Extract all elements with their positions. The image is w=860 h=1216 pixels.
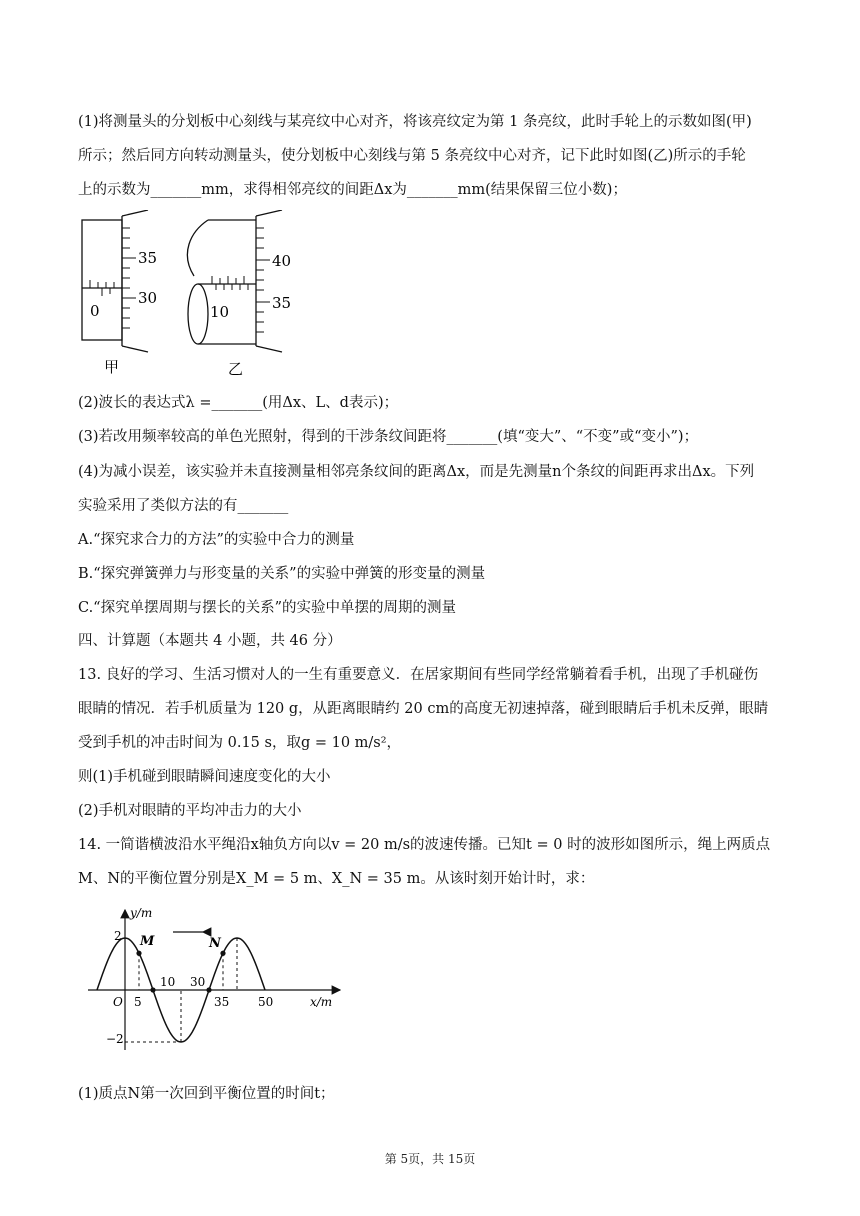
- q13-line2: 眼睛的情况．若手机质量为 120 g，从距离眼睛约 20 cm的高度无初速掉落，碰到眼睛后手机未反弹，眼睛: [78, 701, 769, 717]
- jia-label-35: 35: [138, 249, 158, 267]
- q12-part1-line1: (1)将测量头的分划板中心刻线与某亮纹中心对齐，将该亮纹定为第 1 条亮纹，此时手轮上的示数如图(甲): [78, 114, 752, 130]
- jia-label-0: 0: [90, 302, 100, 320]
- x-axis-label: x/m: [310, 995, 333, 1009]
- yi-caption: 乙: [228, 360, 244, 378]
- q12-part1-line3: 上的示数为_______mm，求得相邻亮纹的间距Δx为_______mm(结果保留三位小数)；: [78, 182, 627, 198]
- tick-label-5: 5: [134, 995, 142, 1009]
- section-heading: 四、计算题（本题共 4 小题，共 46 分）: [78, 633, 342, 649]
- q13-line3: 受到手机的冲击时间为 0.15 s，取g = 10 m/s²，: [78, 735, 402, 751]
- jia-label-30: 30: [138, 289, 158, 307]
- micrometer-jia: [82, 210, 148, 352]
- point-x30: [206, 987, 211, 992]
- q14-line3: (1)质点N第一次回到平衡位置的时间t；: [78, 1086, 335, 1102]
- tick-label-50: 50: [258, 995, 274, 1009]
- point-label-m: M: [140, 934, 155, 949]
- yi-main-scale-ticks: [212, 276, 248, 290]
- tick-label-neg2: −2: [106, 1032, 124, 1046]
- tick-label-10: 10: [160, 975, 176, 989]
- point-x10: [150, 987, 155, 992]
- q14-line1: 14. 一简谐横波沿水平绳沿x轴负方向以v = 20 m/s的波速传播。已知t = 0 时的波形如图所示，绳上两质点: [78, 837, 771, 853]
- option-a: A.“探究求合力的方法”的实验中合力的测量: [78, 532, 355, 548]
- wave-graph: [78, 900, 358, 1060]
- origin-label: O: [113, 995, 123, 1009]
- q12-part3: (3)若改用频率较高的单色光照射，得到的干涉条纹间距将_______(填“变大”、“不变”或“变小”)；: [78, 429, 699, 445]
- q12-part1-line2: 所示；然后同方向转动测量头，使分划板中心刻线与第 5 条亮纹中心对齐，记下此时如图(乙)所示的手轮: [78, 148, 746, 164]
- q14-line2: M、N的平衡位置分别是X_M = 5 m、X_N = 35 m。从该时刻开始计时，求：: [78, 871, 595, 887]
- yi-label-10: 10: [210, 303, 230, 321]
- point-label-n: N: [209, 936, 221, 951]
- q13-line4: 则(1)手机碰到眼睛瞬间速度变化的大小: [78, 769, 331, 785]
- jia-caption: 甲: [104, 358, 120, 376]
- tick-label-35: 35: [214, 995, 230, 1009]
- yi-label-40: 40: [272, 252, 292, 270]
- q12-part4-line2: 实验采用了类似方法的有_______: [78, 498, 289, 514]
- wave-points: [136, 951, 225, 993]
- yi-label-35: 35: [272, 294, 292, 312]
- micrometer-yi: [187, 210, 282, 352]
- micrometer-figure: [78, 210, 308, 380]
- point-m: [136, 951, 141, 956]
- option-b: B.“探究弹簧弹力与形变量的关系”的实验中弹簧的形变量的测量: [78, 566, 486, 582]
- tick-label-30: 30: [190, 975, 206, 989]
- option-c: C.“探究单摆周期与摆长的关系”的实验中单摆的周期的测量: [78, 600, 457, 616]
- yi-thimble-ticks: [256, 228, 270, 332]
- q12-part2: (2)波长的表达式λ =_______(用Δx、L、d表示)；: [78, 395, 399, 411]
- y-axis-label: y/m: [130, 906, 153, 920]
- tick-label-2: 2: [114, 929, 122, 943]
- q13-line5: (2)手机对眼睛的平均冲击力的大小: [78, 803, 302, 819]
- q13-line1: 13. 良好的学习、生活习惯对人的一生有重要意义．在居家期间有些同学经常躺着看手机，出现了手机碰伤: [78, 667, 759, 683]
- jia-thimble-ticks: [122, 228, 136, 328]
- point-n: [220, 951, 225, 956]
- q12-part4-line1: (4)为减小误差，该实验并未直接测量相邻亮条纹间的距离Δx，而是先测量n个条纹的间距再求出Δx。下列: [78, 464, 755, 480]
- page-footer: 第 5页，共 15页: [384, 1152, 476, 1166]
